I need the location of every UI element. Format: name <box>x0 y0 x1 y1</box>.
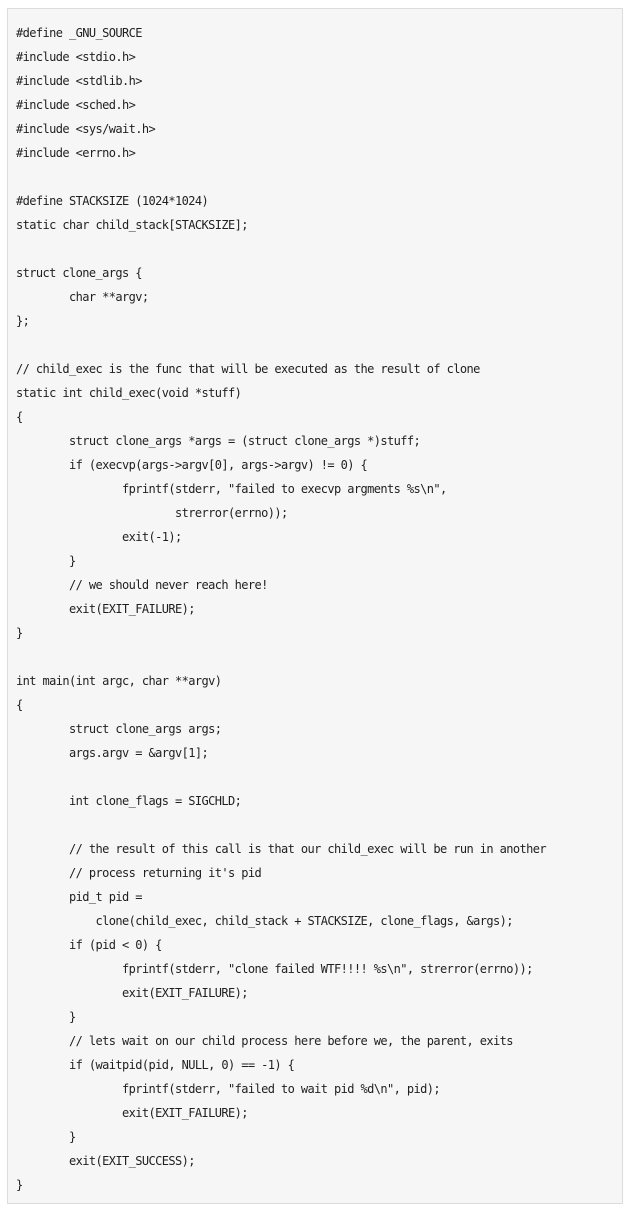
code-line: { <box>16 698 23 712</box>
code-line: #include <stdio.h> <box>16 50 136 64</box>
code-line: #include <sched.h> <box>16 98 136 112</box>
code-line: #include <sys/wait.h> <box>16 122 156 136</box>
code-line: int main(int argc, char **argv) <box>16 674 222 688</box>
code-line: clone(child_exec, child_stack + STACKSIZE, clone_flags, &args); <box>16 914 513 928</box>
code-line: struct clone_args { <box>16 266 142 280</box>
code-lines <box>16 21 546 1197</box>
code-line: exit(EXIT_SUCCESS); <box>16 1154 195 1168</box>
code-line: fprintf(stderr, "failed to wait pid %d\n", pid); <box>16 1082 440 1096</box>
code-line <box>16 237 546 261</box>
code-line: } <box>16 1130 76 1144</box>
code-line: if (waitpid(pid, NULL, 0) == -1) { <box>16 1058 295 1072</box>
code-line: } <box>16 1178 23 1192</box>
code-line: #define _GNU_SOURCE <box>16 26 142 40</box>
code-line <box>16 333 546 357</box>
code-line: } <box>16 554 76 568</box>
code-line: if (pid < 0) { <box>16 938 162 952</box>
code-line: // child_exec is the func that will be executed as the result of clone <box>16 362 480 376</box>
code-line: fprintf(stderr, "clone failed WTF!!!! %s\n", strerror(errno)); <box>16 962 533 976</box>
code-line: pid_t pid = <box>16 890 142 904</box>
code-line: strerror(errno)); <box>16 506 288 520</box>
code-line <box>16 813 546 837</box>
code-line: #include <errno.h> <box>16 146 136 160</box>
code-line: char **argv; <box>16 290 149 304</box>
code-line: // lets wait on our child process here before we, the parent, exits <box>16 1034 513 1048</box>
code-line: }; <box>16 314 30 328</box>
code-line: args.argv = &argv[1]; <box>16 746 209 760</box>
code-line: } <box>16 626 23 640</box>
code-line: fprintf(stderr, "failed to execvp argments %s\n", <box>16 482 447 496</box>
code-line: #define STACKSIZE (1024*1024) <box>16 194 209 208</box>
code-line: int clone_flags = SIGCHLD; <box>16 794 242 808</box>
code-line <box>16 765 546 789</box>
code-line <box>16 645 546 669</box>
code-line: exit(EXIT_FAILURE); <box>16 602 195 616</box>
code-line: // process returning it's pid <box>16 866 262 880</box>
code-line: if (execvp(args->argv[0], args->argv) != 0) { <box>16 458 368 472</box>
code-line: // the result of this call is that our child_exec will be run in another <box>16 842 546 856</box>
code-line: struct clone_args args; <box>16 722 222 736</box>
code-line: #include <stdlib.h> <box>16 74 142 88</box>
code-line: // we should never reach here! <box>16 578 268 592</box>
code-line: exit(EXIT_FAILURE); <box>16 986 248 1000</box>
code-block <box>7 8 623 1204</box>
code-line: static int child_exec(void *stuff) <box>16 386 242 400</box>
code-line: } <box>16 1010 76 1024</box>
code-line: struct clone_args *args = (struct clone_args *)stuff; <box>16 434 421 448</box>
code-line <box>16 165 546 189</box>
code-line: exit(EXIT_FAILURE); <box>16 1106 248 1120</box>
code-line: exit(-1); <box>16 530 182 544</box>
code-line: { <box>16 410 23 424</box>
code-line: static char child_stack[STACKSIZE]; <box>16 218 248 232</box>
